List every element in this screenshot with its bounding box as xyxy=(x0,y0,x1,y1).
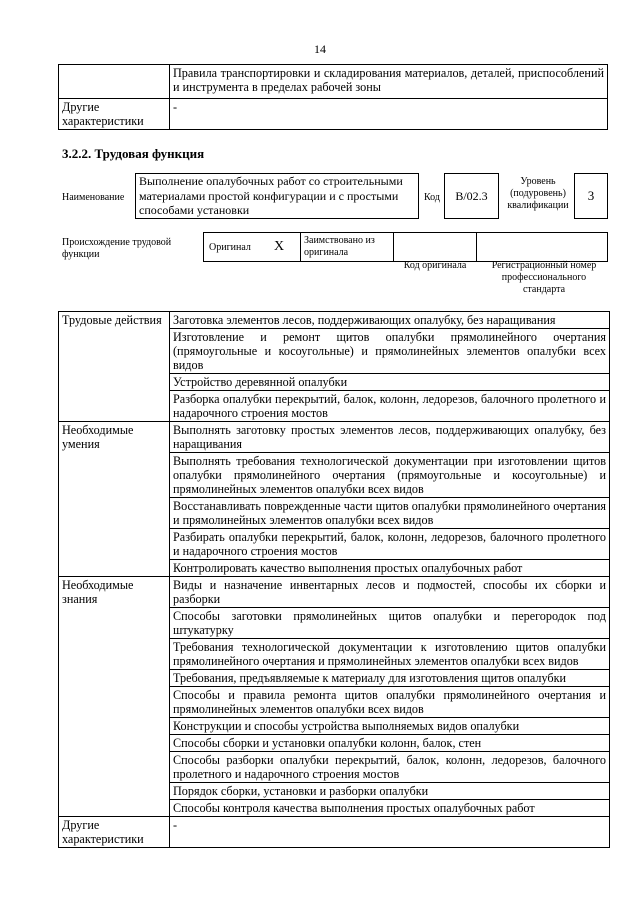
row-group-label: Трудовые действия xyxy=(59,312,170,422)
top-empty-cell xyxy=(59,65,170,99)
row-group-label: Необходимые умения xyxy=(59,422,170,577)
row-item-text: Изготовление и ремонт щитов опалубки прямолинейного очертания (прямоугольные и косоугольные) и прямолинейных элементов опалубки всех видов xyxy=(170,329,610,374)
original-mark: X xyxy=(274,239,285,254)
table-row xyxy=(59,422,610,453)
table-row xyxy=(59,312,610,329)
row-item-text: Виды и назначение инвентарных лесов и подмостей, способы их сборки и разборки xyxy=(170,577,610,608)
borrowed-box xyxy=(300,232,394,262)
row-item-text: Порядок сборки, установки и разборки опалубки xyxy=(170,783,610,800)
original-box xyxy=(203,232,301,262)
section-title: 3.2.2. Трудовая функция xyxy=(62,146,205,161)
row-item-text: Контролировать качество выполнения простых опалубочных работ xyxy=(170,560,610,577)
row-item-text: Выполнять заготовку простых элементов лесов, поддерживающих опалубку, без наращивания xyxy=(170,422,610,453)
level-label: Уровень (подуровень) квалификации xyxy=(507,176,569,211)
original-label: Оригинал xyxy=(209,242,251,253)
reg-number-box xyxy=(476,232,608,262)
code-label: Код xyxy=(424,192,440,203)
row-item-text: Заготовка элементов лесов, поддерживающих опалубку, без наращивания xyxy=(170,312,610,329)
row-item-text: Устройство деревянной опалубки xyxy=(170,374,610,391)
borrowed-label: Заимствовано из оригинала xyxy=(304,235,375,258)
other-characteristics-label: Другие характеристики xyxy=(59,99,170,130)
row-item-text: Разборка опалубки перекрытий, балок, колонн, ледорезов, балочного пролетного и надарочного строения мостов xyxy=(170,391,610,422)
row-item-text: Способы разборки опалубки перекрытий, балок, колонн, ледорезов, балочного пролетного и надарочного строения мостов xyxy=(170,752,610,783)
original-code-box xyxy=(393,232,477,262)
row-item-text: Конструкции и способы устройства выполняемых видов опалубки xyxy=(170,718,610,735)
row-item-text: Способы заготовки прямолинейных щитов опалубки и перегородок под штукатурку xyxy=(170,608,610,639)
row-item-text: Способы сборки и установки опалубки колонн, балок, стен xyxy=(170,735,610,752)
main-table xyxy=(58,311,610,848)
original-code-caption: Код оригинала xyxy=(403,260,467,271)
function-name-box: Выполнение опалубочных работ со строительными материалами простой конфигурации и с простыми способами установки xyxy=(135,173,419,219)
row-item-text: Способы и правила ремонта щитов опалубки прямолинейного очертания и прямолинейных элементов опалубки всех видов xyxy=(170,687,610,718)
top-table xyxy=(58,64,608,130)
row-item-text: Разбирать опалубки перекрытий, балок, колонн, ледорезов, балочного пролетного и надарочного строения мостов xyxy=(170,529,610,560)
table-row xyxy=(59,817,610,848)
row-item-text: - xyxy=(170,817,610,848)
page-number: 14 xyxy=(314,42,326,56)
row-item-text: Требования технологической документации к изготовлению щитов опалубки прямолинейного очертания и прямолинейных элементов опалубки всех видов xyxy=(170,639,610,670)
reg-number-caption: Регистрационный номер профессионального стандарта xyxy=(491,260,597,295)
other-characteristics-value: - xyxy=(170,99,608,130)
row-group-label: Другие характеристики xyxy=(59,817,170,848)
row-item-text: Требования, предъявляемые к материалу для изготовления щитов опалубки xyxy=(170,670,610,687)
row-item-text: Восстанавливать поврежденные части щитов опалубки прямолинейного очертания и прямолинейных элементов опалубки всех видов xyxy=(170,498,610,529)
row-group-label: Необходимые знания xyxy=(59,577,170,817)
origin-label: Происхождение трудовой функции xyxy=(62,237,172,260)
code-value-box: B/02.3 xyxy=(444,173,499,219)
name-label: Наименование xyxy=(62,192,125,203)
level-value-box: 3 xyxy=(574,173,608,219)
transport-rules-text: Правила транспортировки и складирования материалов, деталей, приспособлений и инструмента в пределах рабочей зоны xyxy=(170,65,608,99)
row-item-text: Выполнять требования технологической документации при изготовлении щитов опалубки прямолинейного очертания (прямоугольные и косоугольные) и прямолинейных элементов опалубки всех видов xyxy=(170,453,610,498)
table-row xyxy=(59,577,610,608)
row-item-text: Способы контроля качества выполнения простых опалубочных работ xyxy=(170,800,610,817)
